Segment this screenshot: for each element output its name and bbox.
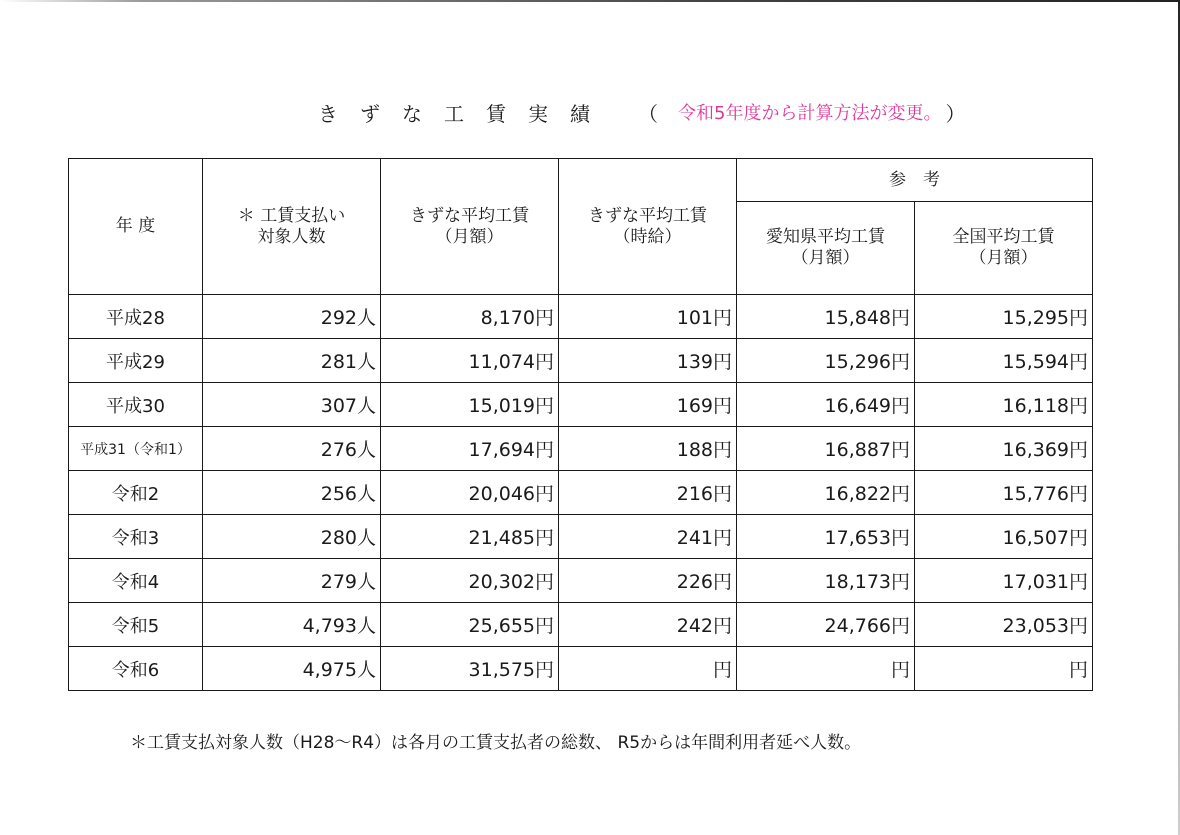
- table-row: [69, 471, 1093, 515]
- cell-aichi: 16,649円: [737, 383, 915, 427]
- cell-national: 15,776円: [915, 471, 1093, 515]
- cell-national: 円: [915, 647, 1093, 691]
- cell-national: 16,118円: [915, 383, 1093, 427]
- cell-hourly: 139円: [559, 339, 737, 383]
- table-row: [69, 295, 1093, 339]
- header-monthly-line1: きずな平均工賃: [410, 205, 529, 226]
- cell-year: 令和3: [69, 515, 203, 559]
- cell-count: 4,975人: [203, 647, 381, 691]
- header-year: [69, 159, 203, 295]
- cell-count: 256人: [203, 471, 381, 515]
- method-change-note: [638, 98, 965, 127]
- cell-national: 15,594円: [915, 339, 1093, 383]
- header-national-line2: （月額）: [969, 248, 1038, 268]
- cell-national: 16,369円: [915, 427, 1093, 471]
- note-text: 令和5年度から計算方法が変更。: [678, 103, 942, 124]
- table-row: [69, 339, 1093, 383]
- title-row: [318, 96, 965, 128]
- cell-count: 4,793人: [203, 603, 381, 647]
- cell-hourly: 101円: [559, 295, 737, 339]
- header-national: [915, 202, 1093, 295]
- cell-year: 令和2: [69, 471, 203, 515]
- cell-year: 平成29: [69, 339, 203, 383]
- cell-monthly: 15,019円: [381, 383, 559, 427]
- note-close-paren: ）: [945, 101, 966, 126]
- cell-aichi: 16,822円: [737, 471, 915, 515]
- cell-monthly: 21,485円: [381, 515, 559, 559]
- cell-year: 令和6: [69, 647, 203, 691]
- cell-count: 280人: [203, 515, 381, 559]
- scan-edge-top: [0, 0, 1180, 2]
- cell-aichi: 15,296円: [737, 339, 915, 383]
- page-title: きずな工賃実績: [318, 101, 612, 126]
- header-aichi-line1: 愛知県平均工賃: [766, 227, 885, 247]
- header-count-line2: 対象人数: [257, 226, 326, 247]
- cell-aichi: 16,887円: [737, 427, 915, 471]
- cell-aichi: 円: [737, 647, 915, 691]
- cell-national: 17,031円: [915, 559, 1093, 603]
- header-aichi-line2: （月額）: [791, 248, 860, 268]
- cell-year: 令和5: [69, 603, 203, 647]
- cell-year: 平成31（令和1）: [69, 427, 203, 471]
- header-hourly-line2: （時給）: [613, 226, 682, 247]
- header-year-label: 年 度: [115, 216, 156, 236]
- cell-aichi: 17,653円: [737, 515, 915, 559]
- cell-national: 15,295円: [915, 295, 1093, 339]
- header-monthly-line2: （月額）: [435, 226, 504, 247]
- cell-monthly: 20,046円: [381, 471, 559, 515]
- note-open-paren: （: [638, 101, 658, 126]
- cell-hourly: 242円: [559, 603, 737, 647]
- cell-hourly: 241円: [559, 515, 737, 559]
- cell-aichi: 15,848円: [737, 295, 915, 339]
- wage-table: [68, 158, 1093, 691]
- cell-aichi: 24,766円: [737, 603, 915, 647]
- header-monthly: [381, 159, 559, 295]
- cell-monthly: 17,694円: [381, 427, 559, 471]
- header-count-line1: ＊ 工賃支払い: [237, 205, 346, 226]
- table-row: [69, 559, 1093, 603]
- cell-count: 279人: [203, 559, 381, 603]
- cell-monthly: 8,170円: [381, 295, 559, 339]
- footnote: ＊工賃支払対象人数（H28～R4）は各月の工賃支払者の総数、 R5からは年間利用者延べ人数。: [130, 733, 862, 753]
- cell-monthly: 25,655円: [381, 603, 559, 647]
- cell-count: 281人: [203, 339, 381, 383]
- cell-count: 307人: [203, 383, 381, 427]
- cell-count: 292人: [203, 295, 381, 339]
- header-reference: [737, 159, 1093, 202]
- cell-hourly: 169円: [559, 383, 737, 427]
- cell-hourly: 216円: [559, 471, 737, 515]
- table-row: [69, 603, 1093, 647]
- header-reference-label: 参 考: [889, 169, 940, 190]
- cell-hourly: 226円: [559, 559, 737, 603]
- cell-national: 23,053円: [915, 603, 1093, 647]
- table-row: [69, 647, 1093, 691]
- cell-monthly: 20,302円: [381, 559, 559, 603]
- cell-national: 16,507円: [915, 515, 1093, 559]
- cell-year: 令和4: [69, 559, 203, 603]
- header-national-line1: 全国平均工賃: [952, 227, 1055, 247]
- table-row: [69, 515, 1093, 559]
- header-hourly: [559, 159, 737, 295]
- cell-aichi: 18,173円: [737, 559, 915, 603]
- cell-hourly: 188円: [559, 427, 737, 471]
- table-row: [69, 383, 1093, 427]
- cell-hourly: 円: [559, 647, 737, 691]
- cell-monthly: 11,074円: [381, 339, 559, 383]
- cell-year: 平成28: [69, 295, 203, 339]
- header-hourly-line1: きずな平均工賃: [588, 205, 707, 226]
- header-count: [203, 159, 381, 295]
- header-aichi: [737, 202, 915, 295]
- table-row: [69, 427, 1093, 471]
- cell-monthly: 31,575円: [381, 647, 559, 691]
- cell-year: 平成30: [69, 383, 203, 427]
- cell-count: 276人: [203, 427, 381, 471]
